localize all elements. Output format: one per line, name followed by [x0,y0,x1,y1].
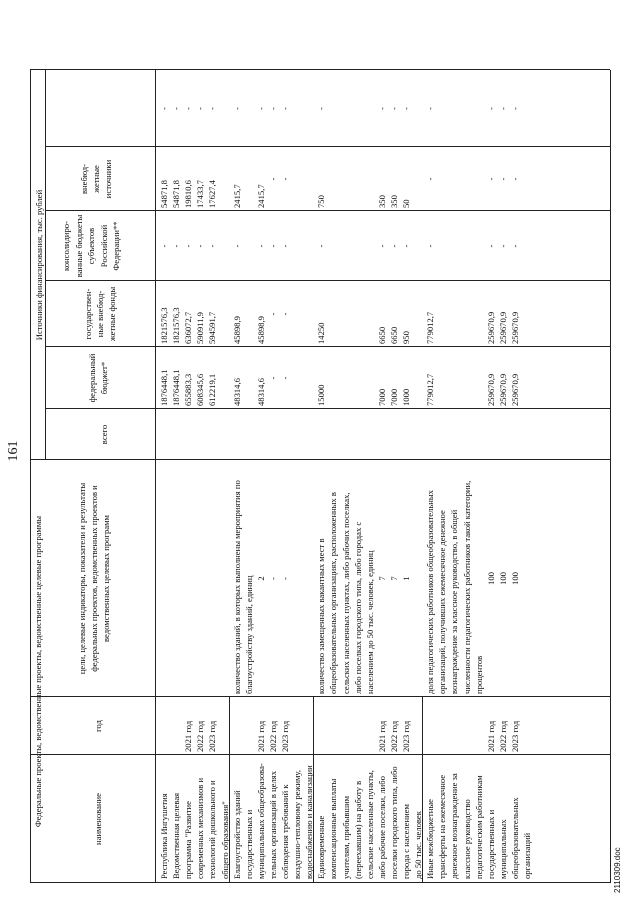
class-teacher-transfers-total-offstate: - [425,244,436,248]
teacher-payments-year-offstate: - [376,244,387,248]
teacher-payments-year-offbudget: - [376,107,387,110]
header-bottom-line [155,70,156,883]
program-row-federal: 636072,7 [183,311,194,344]
class-teacher-transfers-name-line: общеобразовательных [509,797,520,879]
program-name-line: современных механизмов и [195,777,206,879]
teacher-payments-year-label: 2022 год [388,720,399,752]
landscaping-year-total: 48314,6 [255,378,266,406]
col-header-federal: бюджет* [99,361,109,395]
landscaping-year-regional: 2415,7 [255,184,266,208]
landscaping-total-offstate: - [231,244,242,248]
landscaping-year-label: 2022 год [267,720,278,752]
page-number: 161 [6,440,21,462]
program-name-line: Ведомственная целевая [171,792,182,879]
class-teacher-transfers-name-line: государственных и [485,809,496,879]
teacher-payments-goal-line: количество замещенных вакантных мест в [316,538,327,694]
col-header-goals: цели, целевые индикаторы, показатели и результаты [77,482,87,675]
program-row-offbudget: - [207,107,218,110]
landscaping-goal-value: - [267,577,278,580]
class-teacher-transfers-total-total: 779012,7 [425,373,436,406]
teacher-payments-year-label: 2023 год [401,720,411,752]
col-border-regional [45,210,610,211]
class-teacher-transfers-goal-value: 100 [485,572,496,585]
class-teacher-transfers-year-total: 259670,9 [497,373,508,406]
class-teacher-transfers-year-offbudget: - [485,107,496,110]
col-header-regional: ванные бюджеты [73,214,84,278]
landscaping-total-offbudget: - [231,107,242,110]
landscaping-year-offstate: - [267,244,278,248]
program-row-federal: 590911,9 [195,312,206,344]
table-top-border [30,70,31,883]
class-teacher-transfers-year-regional: - [497,177,508,181]
class-teacher-transfers-year-offbudget: - [509,107,520,110]
landscaping-year-federal: - [267,312,278,316]
teacher-payments-goal-line: общеобразовательных организациях, расположенных в [328,492,339,694]
col-header-total: всего [99,424,109,445]
program-row-offbudget: - [159,107,169,110]
program-row-federal: 594591,7 [207,311,218,344]
class-teacher-transfers-goal-line: вознаграждение за классное руководство, в общей [449,509,460,694]
program-row-offstate: - [159,244,169,248]
teacher-payments-name-line: учителям, прибывшим [340,795,351,879]
program-row-regional: 54871,8 [159,180,169,208]
program-row-offstate: - [183,244,194,248]
teacher-payments-total-federal: 14250 [316,322,327,344]
class-teacher-transfers-name-line: Иные межбюджетные [425,799,436,879]
teacher-payments-year-federal: 950 [401,331,411,344]
teacher-payments-year-regional: 350 [376,195,387,208]
program-row-regional: 54871,8 [171,180,182,208]
class-teacher-transfers-total-federal: 779012,7 [425,311,436,344]
class-teacher-transfers-year-offstate: - [497,244,508,248]
teacher-payments-year-offbudget: - [388,107,399,110]
program-name-line: программа "Развитие [183,801,194,879]
program-row-regional: 17433,7 [195,180,206,208]
col-border-name [30,754,610,755]
teacher-payments-year-offstate: - [401,244,411,248]
col-border-offstate [45,280,610,281]
teacher-payments-name-line: компенсационные выплаты [328,778,339,879]
class-teacher-transfers-total-offbudget: - [425,107,436,110]
landscaping-year-offbudget: - [255,107,266,110]
program-row-regional: 19810,6 [183,180,194,208]
class-teacher-transfers-goal-value: 100 [509,572,520,585]
program-row-offbudget: - [195,107,206,110]
teacher-payments-goal-line: населением до 50 тыс. человек, единиц [364,550,375,694]
class-teacher-transfers-name-line: классное руководство [461,799,472,879]
class-teacher-transfers-year-federal: 259670,9 [497,311,508,344]
col-header-offstate: государствен- [83,288,93,340]
landscaping-year-total: - [280,376,290,380]
class-teacher-transfers-year-total: 259670,9 [485,373,496,406]
top-header-label: Федеральные проекты, ведомственные проекты, ведомственные целевые программы [33,515,43,828]
col-header-year: год [93,720,103,732]
teacher-payments-name-line: (переехавшим) на работу в [352,780,363,879]
program-row-total: 1876448,1 [159,369,169,406]
landscaping-year-federal: - [280,312,290,316]
program-row-total: 655883,3 [183,373,194,406]
class-teacher-transfers-goal-value: 100 [497,572,508,585]
class-teacher-transfers-year-total: 259670,9 [509,373,520,406]
landscaping-year-regional: - [280,177,290,181]
col-border-left [30,882,610,883]
landscaping-year-regional: - [267,177,278,181]
col-header-offstate: ные внебюд- [95,290,105,338]
class-teacher-transfers-year-offstate: - [509,244,520,248]
col-border-federal [45,346,610,347]
landscaping-total-federal: 45898,9 [231,316,242,344]
class-teacher-transfers-year-label: 2023 год [509,720,520,752]
program-row-offstate: - [195,244,206,248]
landscaping-year-offstate: - [280,244,290,248]
class-teacher-transfers-goal-line: организаций, получивших ежемесячное денежное [437,510,448,694]
class-teacher-transfers-year-regional: - [509,177,520,181]
class-teacher-transfers-year-offbudget: - [497,107,508,110]
class-teacher-transfers-name-line: педагогическим работникам [473,775,484,879]
program-row-federal: 1821576,3 [159,307,169,344]
teacher-payments-total-offstate: - [316,244,327,248]
landscaping-name-line: соблюдения требований к [280,784,290,879]
teacher-payments-name-line: до 50 тыс. человек [413,811,424,879]
teacher-payments-total-regional: 750 [316,195,327,208]
col-header-regional: Федерации** [111,221,121,271]
class-teacher-transfers-year-label: 2021 год [485,720,496,752]
landscaping-name-line: воздушно-тепловому режиму, [292,769,303,879]
landscaping-year-total: - [267,376,278,380]
col-border-right [30,69,610,70]
teacher-payments-year-total: 1000 [401,388,411,406]
teacher-payments-year-total: 7000 [376,388,387,406]
landscaping-goal-value: 2 [255,576,266,581]
program-row-total: 1876448,1 [171,369,182,406]
col-border-total [45,408,610,409]
teacher-payments-year-regional: 50 [401,199,411,208]
col-header-offstate: жетные фонды [107,286,117,342]
landscaping-name-line: муниципальных общеобразова- [255,763,266,879]
teacher-payments-goal-value: 1 [401,576,411,581]
class-teacher-transfers-year-offstate: - [485,244,496,248]
class-teacher-transfers-name-line: денежное вознаграждение за [449,773,460,879]
col-header-goals: ведомственных целевых программ [101,515,111,642]
program-row-offstate: - [207,244,218,248]
col-header-offbudget: источники [103,159,113,199]
landscaping-year-offbudget: - [267,107,278,110]
col-header-offbudget: жетные [91,165,101,193]
program-row-offstate: - [171,244,182,248]
col-header-federal: федеральный [87,353,97,403]
class-teacher-transfers-year-label: 2022 год [497,720,508,752]
teacher-payments-year-offbudget: - [401,107,411,110]
teacher-payments-year-federal: 6650 [376,326,387,344]
col-header-goals: федеральных проектов, ведомственных проектов и [89,485,99,672]
teacher-payments-name-line: поселки городского типа, либо [388,766,399,879]
program-row-total: 612219,1 [207,373,218,406]
program-name-line: общего образования" [219,801,230,879]
col-header-regional: Российской [98,224,109,268]
year-label: 2022 год [195,720,206,752]
col-header-regional: консолидиро- [61,221,71,271]
class-teacher-transfers-name-line: трансферты на ежемесячное [437,774,448,879]
landscaping-year-offstate: - [255,244,266,248]
teacher-payments-year-federal: 6650 [388,326,399,344]
teacher-payments-goal-value: 7 [388,576,399,581]
sources-header-label: Источники финансирования, тыс. рублей [34,189,44,341]
landscaping-name-line: Благоустройство зданий [231,790,242,879]
program-name-line: технологий дошкольного и [207,780,218,879]
landscaping-year-label: 2021 год [255,720,266,752]
col-header-offbudget: внебюд- [79,163,89,195]
program-row-total: 608345,6 [195,373,206,406]
program-row-offbudget: - [171,107,182,110]
teacher-payments-name-line: либо рабочие поселки, либо [376,776,387,879]
program-row-regional: 17627,4 [207,180,218,208]
teacher-payments-goal-line: либо поселках городского типа, либо городах с [352,521,363,694]
class-teacher-transfers-total-regional: - [425,177,436,181]
teacher-payments-total-total: 15000 [316,384,327,406]
teacher-payments-name-line: сельские населенные пункты, [364,770,375,879]
class-teacher-transfers-goal-line: доля педагогических работников общеобразовательных [425,490,436,694]
teacher-payments-year-offstate: - [388,244,399,248]
col-header-regional: субъектов [86,227,96,265]
year-label: 2023 год [207,720,218,752]
teacher-payments-year-regional: 350 [388,195,399,208]
year-label: 2021 год [183,720,194,752]
class-teacher-transfers-goal-line: процентов [473,655,484,694]
landscaping-total-regional: 2415,7 [231,184,242,208]
col-border-offbudget [45,146,610,147]
landscaping-year-label: 2023 год [280,720,290,752]
col-header-name: наименование [93,793,103,845]
teacher-payments-goal-value: 7 [376,576,387,581]
program-row-offbudget: - [183,107,194,110]
landscaping-name-line: тельных организаций в целях [267,770,278,879]
teacher-payments-year-total: 7000 [388,388,399,406]
table-bottom-border [610,70,611,883]
teacher-payments-name-line: города с населением [401,804,411,879]
class-teacher-transfers-year-federal: 259670,9 [509,311,520,344]
landscaping-goal-line: количество зданий, в которых выполнены мероприятия по [231,480,242,694]
landscaping-year-offbudget: - [280,107,290,110]
class-teacher-transfers-year-regional: - [485,177,496,181]
teacher-payments-year-label: 2021 год [376,720,387,752]
sources-header-line [45,70,46,460]
landscaping-goal-line: благоустройству зданий, единиц [243,575,254,694]
program-row-federal: 1821576,3 [171,307,182,344]
class-teacher-transfers-name-line: организаций [522,832,532,879]
teacher-payments-total-offbudget: - [316,107,327,110]
col-border-year [30,696,610,697]
landscaping-name-line: водоснабжению и канализации [304,765,315,879]
class-teacher-transfers-year-federal: 259670,9 [485,311,496,344]
class-teacher-transfers-name-line: муниципальных [497,819,508,879]
teacher-payments-goal-line: сельских населенных пунктах, либо рабочих поселках, [340,492,351,694]
teacher-payments-name-line: Единовременные [316,815,327,879]
landscaping-goal-value: - [280,577,290,580]
class-teacher-transfers-goal-line: численности педагогических работников такой категории, [461,480,472,694]
col-border-goals [30,459,610,460]
program-name-line: Республика Ингушетия [159,793,169,879]
landscaping-total-total: 48314,6 [231,378,242,406]
footer-filename: 2110309.doc [613,847,622,893]
landscaping-year-federal: 45898,9 [255,316,266,344]
landscaping-name-line: государственных и [243,809,254,879]
